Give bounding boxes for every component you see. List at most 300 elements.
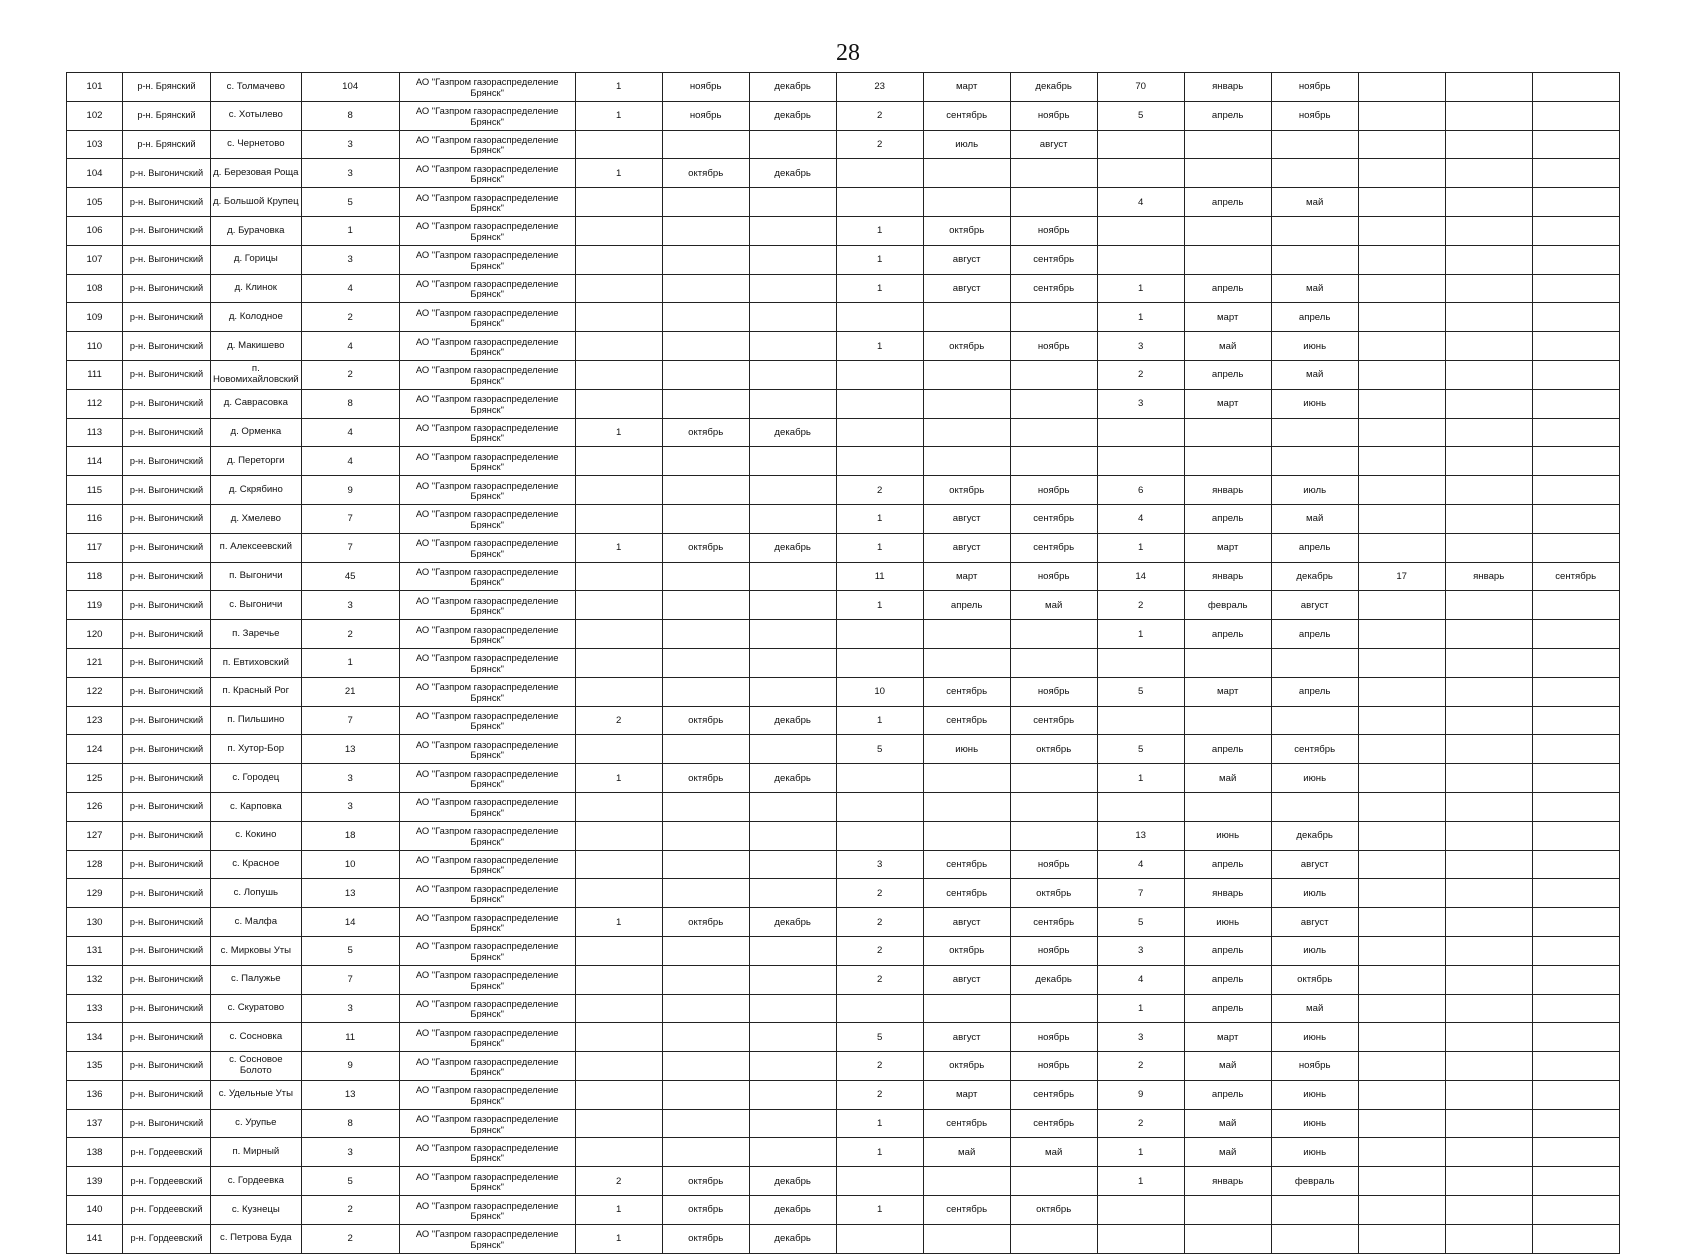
- stage4-end-cell: [1532, 879, 1619, 908]
- row-number-cell: 137: [67, 1109, 123, 1138]
- stage3-count-cell: [1097, 130, 1184, 159]
- table-row: [67, 447, 1620, 476]
- stage3-count-cell: 1: [1097, 994, 1184, 1023]
- stage4-start-cell: [1445, 130, 1532, 159]
- table-row: [67, 706, 1620, 735]
- stage2-end-cell: октябрь: [1010, 1196, 1097, 1225]
- stage3-start-cell: [1184, 792, 1271, 821]
- org-cell: АО "Газпром газораспределение Брянск": [399, 1052, 575, 1081]
- org-cell: АО "Газпром газораспределение Брянск": [399, 764, 575, 793]
- stage4-start-cell: [1445, 418, 1532, 447]
- stage4-count-cell: [1358, 216, 1445, 245]
- stage1-count-cell: 1: [575, 73, 662, 102]
- settlement-cell: д. Скрябино: [211, 476, 302, 505]
- settlement-cell: с. Красное: [211, 850, 302, 879]
- district-cell: р-н. Выгоничский: [123, 994, 211, 1023]
- stage2-end-cell: [1010, 821, 1097, 850]
- count-cell: 2: [301, 360, 399, 389]
- stage1-count-cell: [575, 562, 662, 591]
- stage3-start-cell: [1184, 648, 1271, 677]
- settlement-cell: д. Переторги: [211, 447, 302, 476]
- stage1-start-cell: [662, 188, 749, 217]
- settlement-cell: д. Колодное: [211, 303, 302, 332]
- stage2-start-cell: [923, 1224, 1010, 1253]
- table-row: [67, 418, 1620, 447]
- stage1-start-cell: [662, 879, 749, 908]
- row-number-cell: 136: [67, 1080, 123, 1109]
- count-cell: 7: [301, 504, 399, 533]
- table-row: [67, 130, 1620, 159]
- stage4-end-cell: [1532, 533, 1619, 562]
- stage3-start-cell: апрель: [1184, 994, 1271, 1023]
- stage3-end-cell: июнь: [1271, 1109, 1358, 1138]
- stage4-count-cell: [1358, 677, 1445, 706]
- stage2-start-cell: август: [923, 245, 1010, 274]
- count-cell: 104: [301, 73, 399, 102]
- stage3-count-cell: 3: [1097, 332, 1184, 361]
- count-cell: 7: [301, 533, 399, 562]
- stage2-end-cell: ноябрь: [1010, 216, 1097, 245]
- stage2-start-cell: [923, 994, 1010, 1023]
- stage1-count-cell: 1: [575, 533, 662, 562]
- stage3-start-cell: [1184, 216, 1271, 245]
- stage2-start-cell: [923, 1167, 1010, 1196]
- count-cell: 21: [301, 677, 399, 706]
- settlement-cell: с. Сосновое Болото: [211, 1052, 302, 1081]
- org-cell: АО "Газпром газораспределение Брянск": [399, 1109, 575, 1138]
- stage2-start-cell: [923, 360, 1010, 389]
- settlement-cell: с. Урупье: [211, 1109, 302, 1138]
- org-cell: АО "Газпром газораспределение Брянск": [399, 735, 575, 764]
- district-cell: р-н. Гордеевский: [123, 1167, 211, 1196]
- stage4-end-cell: [1532, 850, 1619, 879]
- stage3-count-cell: 1: [1097, 764, 1184, 793]
- table-row: [67, 1138, 1620, 1167]
- stage3-count-cell: 13: [1097, 821, 1184, 850]
- stage3-end-cell: декабрь: [1271, 562, 1358, 591]
- stage2-end-cell: [1010, 418, 1097, 447]
- stage4-count-cell: 17: [1358, 562, 1445, 591]
- district-cell: р-н. Выгоничский: [123, 735, 211, 764]
- row-number-cell: 111: [67, 360, 123, 389]
- stage3-count-cell: [1097, 447, 1184, 476]
- stage1-start-cell: [662, 677, 749, 706]
- settlement-cell: д. Макишево: [211, 332, 302, 361]
- district-cell: р-н. Гордеевский: [123, 1196, 211, 1225]
- stage2-start-cell: сентябрь: [923, 850, 1010, 879]
- stage4-end-cell: [1532, 159, 1619, 188]
- stage2-end-cell: ноябрь: [1010, 476, 1097, 505]
- org-cell: АО "Газпром газораспределение Брянск": [399, 1080, 575, 1109]
- stage3-start-cell: март: [1184, 1023, 1271, 1052]
- stage2-count-cell: [836, 620, 923, 649]
- stage1-count-cell: [575, 735, 662, 764]
- org-cell: АО "Газпром газораспределение Брянск": [399, 879, 575, 908]
- stage1-start-cell: [662, 994, 749, 1023]
- stage2-start-cell: октябрь: [923, 1052, 1010, 1081]
- stage2-count-cell: [836, 188, 923, 217]
- stage4-start-cell: [1445, 274, 1532, 303]
- stage1-start-cell: [662, 447, 749, 476]
- count-cell: 3: [301, 764, 399, 793]
- row-number-cell: 103: [67, 130, 123, 159]
- settlement-cell: с. Толмачево: [211, 73, 302, 102]
- stage1-start-cell: октябрь: [662, 908, 749, 937]
- table-row: [67, 360, 1620, 389]
- settlement-cell: с. Скуратово: [211, 994, 302, 1023]
- stage3-count-cell: 4: [1097, 188, 1184, 217]
- district-cell: р-н. Выгоничский: [123, 620, 211, 649]
- stage3-count-cell: [1097, 418, 1184, 447]
- stage4-count-cell: [1358, 850, 1445, 879]
- table-row: [67, 73, 1620, 102]
- stage3-end-cell: июль: [1271, 879, 1358, 908]
- stage2-start-cell: сентябрь: [923, 101, 1010, 130]
- stage3-start-cell: [1184, 706, 1271, 735]
- stage4-end-cell: [1532, 447, 1619, 476]
- row-number-cell: 113: [67, 418, 123, 447]
- stage1-end-cell: декабрь: [749, 1224, 836, 1253]
- settlement-cell: п. Новомихайловский: [211, 360, 302, 389]
- stage4-end-cell: [1532, 504, 1619, 533]
- row-number-cell: 128: [67, 850, 123, 879]
- stage1-start-cell: [662, 1080, 749, 1109]
- settlement-cell: с. Палужье: [211, 965, 302, 994]
- stage2-count-cell: 2: [836, 936, 923, 965]
- org-cell: АО "Газпром газораспределение Брянск": [399, 188, 575, 217]
- stage3-count-cell: 2: [1097, 591, 1184, 620]
- stage1-end-cell: [749, 821, 836, 850]
- stage4-count-cell: [1358, 159, 1445, 188]
- stage4-start-cell: [1445, 533, 1532, 562]
- settlement-cell: д. Березовая Роща: [211, 159, 302, 188]
- stage4-end-cell: [1532, 792, 1619, 821]
- stage1-start-cell: [662, 792, 749, 821]
- stage2-count-cell: 2: [836, 101, 923, 130]
- org-cell: АО "Газпром газораспределение Брянск": [399, 274, 575, 303]
- settlement-cell: д. Бурачовка: [211, 216, 302, 245]
- settlement-cell: с. Удельные Уты: [211, 1080, 302, 1109]
- settlement-cell: с. Малфа: [211, 908, 302, 937]
- stage3-start-cell: апрель: [1184, 620, 1271, 649]
- stage2-start-cell: август: [923, 908, 1010, 937]
- stage3-end-cell: [1271, 130, 1358, 159]
- stage1-end-cell: декабрь: [749, 1167, 836, 1196]
- district-cell: р-н. Выгоничский: [123, 591, 211, 620]
- table-row: [67, 677, 1620, 706]
- stage4-start-cell: [1445, 792, 1532, 821]
- settlement-cell: д. Клинок: [211, 274, 302, 303]
- stage3-count-cell: 1: [1097, 1167, 1184, 1196]
- stage3-end-cell: август: [1271, 591, 1358, 620]
- stage1-end-cell: [749, 850, 836, 879]
- count-cell: 3: [301, 130, 399, 159]
- stage1-count-cell: [575, 1080, 662, 1109]
- stage4-start-cell: [1445, 648, 1532, 677]
- table-row: [67, 389, 1620, 418]
- settlement-cell: с. Мирковы Уты: [211, 936, 302, 965]
- org-cell: АО "Газпром газораспределение Брянск": [399, 1167, 575, 1196]
- stage3-end-cell: октябрь: [1271, 965, 1358, 994]
- stage1-count-cell: [575, 1109, 662, 1138]
- stage2-start-cell: апрель: [923, 591, 1010, 620]
- stage1-count-cell: [575, 620, 662, 649]
- stage3-start-cell: апрель: [1184, 504, 1271, 533]
- stage4-count-cell: [1358, 360, 1445, 389]
- settlement-cell: п. Выгоничи: [211, 562, 302, 591]
- stage2-start-cell: март: [923, 1080, 1010, 1109]
- stage3-end-cell: август: [1271, 850, 1358, 879]
- count-cell: 3: [301, 591, 399, 620]
- stage1-count-cell: 1: [575, 418, 662, 447]
- stage3-end-cell: [1271, 245, 1358, 274]
- count-cell: 2: [301, 303, 399, 332]
- stage4-end-cell: [1532, 648, 1619, 677]
- settlement-cell: д. Горицы: [211, 245, 302, 274]
- stage4-start-cell: [1445, 994, 1532, 1023]
- settlement-cell: с. Сосновка: [211, 1023, 302, 1052]
- settlement-cell: п. Пильшино: [211, 706, 302, 735]
- district-cell: р-н. Выгоничский: [123, 447, 211, 476]
- table-row: [67, 994, 1620, 1023]
- stage3-end-cell: [1271, 159, 1358, 188]
- org-cell: АО "Газпром газораспределение Брянск": [399, 216, 575, 245]
- stage2-start-cell: май: [923, 1138, 1010, 1167]
- stage3-count-cell: [1097, 245, 1184, 274]
- stage4-count-cell: [1358, 476, 1445, 505]
- stage4-start-cell: [1445, 389, 1532, 418]
- stage4-start-cell: [1445, 965, 1532, 994]
- table-row: [67, 216, 1620, 245]
- stage2-end-cell: ноябрь: [1010, 101, 1097, 130]
- stage4-count-cell: [1358, 908, 1445, 937]
- stage1-count-cell: [575, 792, 662, 821]
- stage3-count-cell: 1: [1097, 533, 1184, 562]
- count-cell: 4: [301, 447, 399, 476]
- stage2-count-cell: 1: [836, 706, 923, 735]
- stage2-count-cell: [836, 792, 923, 821]
- settlement-cell: п. Красный Рог: [211, 677, 302, 706]
- stage4-start-cell: [1445, 850, 1532, 879]
- stage1-start-cell: [662, 850, 749, 879]
- org-cell: АО "Газпром газораспределение Брянск": [399, 1196, 575, 1225]
- stage2-end-cell: [1010, 188, 1097, 217]
- stage4-end-cell: [1532, 936, 1619, 965]
- page-number: 28: [836, 40, 860, 66]
- stage2-count-cell: 2: [836, 965, 923, 994]
- district-cell: р-н. Выгоничский: [123, 936, 211, 965]
- table-row: [67, 1080, 1620, 1109]
- org-cell: АО "Газпром газораспределение Брянск": [399, 936, 575, 965]
- stage2-end-cell: [1010, 389, 1097, 418]
- stage3-count-cell: 9: [1097, 1080, 1184, 1109]
- district-cell: р-н. Выгоничский: [123, 1023, 211, 1052]
- stage2-start-cell: [923, 648, 1010, 677]
- district-cell: р-н. Выгоничский: [123, 677, 211, 706]
- district-cell: р-н. Выгоничский: [123, 360, 211, 389]
- stage1-end-cell: [749, 648, 836, 677]
- org-cell: АО "Газпром газораспределение Брянск": [399, 360, 575, 389]
- stage3-end-cell: [1271, 447, 1358, 476]
- stage2-count-cell: 1: [836, 1138, 923, 1167]
- stage2-count-cell: 11: [836, 562, 923, 591]
- stage1-end-cell: [749, 476, 836, 505]
- count-cell: 13: [301, 735, 399, 764]
- stage4-count-cell: [1358, 188, 1445, 217]
- stage1-start-cell: октябрь: [662, 1196, 749, 1225]
- org-cell: АО "Газпром газораспределение Брянск": [399, 447, 575, 476]
- stage1-count-cell: [575, 447, 662, 476]
- stage3-end-cell: апрель: [1271, 677, 1358, 706]
- stage3-start-cell: январь: [1184, 476, 1271, 505]
- stage3-end-cell: декабрь: [1271, 821, 1358, 850]
- stage3-end-cell: ноябрь: [1271, 1052, 1358, 1081]
- count-cell: 13: [301, 1080, 399, 1109]
- row-number-cell: 131: [67, 936, 123, 965]
- stage3-start-cell: май: [1184, 1138, 1271, 1167]
- stage1-end-cell: [749, 562, 836, 591]
- stage4-start-cell: [1445, 245, 1532, 274]
- stage3-end-cell: май: [1271, 994, 1358, 1023]
- stage4-count-cell: [1358, 1109, 1445, 1138]
- stage4-count-cell: [1358, 821, 1445, 850]
- stage2-count-cell: [836, 389, 923, 418]
- stage2-end-cell: май: [1010, 1138, 1097, 1167]
- stage3-count-cell: 2: [1097, 360, 1184, 389]
- stage2-end-cell: ноябрь: [1010, 677, 1097, 706]
- stage4-end-cell: [1532, 908, 1619, 937]
- settlement-cell: с. Городец: [211, 764, 302, 793]
- row-number-cell: 110: [67, 332, 123, 361]
- stage3-start-cell: [1184, 159, 1271, 188]
- stage3-start-cell: май: [1184, 764, 1271, 793]
- settlement-cell: п. Мирный: [211, 1138, 302, 1167]
- table-row: [67, 735, 1620, 764]
- settlement-cell: с. Кокино: [211, 821, 302, 850]
- settlement-cell: с. Гордеевка: [211, 1167, 302, 1196]
- count-cell: 18: [301, 821, 399, 850]
- stage4-count-cell: [1358, 274, 1445, 303]
- stage3-start-cell: январь: [1184, 1167, 1271, 1196]
- stage3-end-cell: [1271, 1224, 1358, 1253]
- stage3-count-cell: 2: [1097, 1052, 1184, 1081]
- stage2-count-cell: 1: [836, 245, 923, 274]
- stage3-start-cell: июнь: [1184, 908, 1271, 937]
- row-number-cell: 106: [67, 216, 123, 245]
- stage3-count-cell: 5: [1097, 677, 1184, 706]
- stage4-end-cell: [1532, 620, 1619, 649]
- stage4-start-cell: [1445, 1167, 1532, 1196]
- row-number-cell: 115: [67, 476, 123, 505]
- stage1-start-cell: [662, 965, 749, 994]
- stage3-start-cell: март: [1184, 303, 1271, 332]
- stage1-start-cell: [662, 504, 749, 533]
- stage1-count-cell: 1: [575, 764, 662, 793]
- stage2-start-cell: октябрь: [923, 332, 1010, 361]
- stage3-end-cell: май: [1271, 360, 1358, 389]
- district-cell: р-н. Выгоничский: [123, 1109, 211, 1138]
- stage1-start-cell: [662, 562, 749, 591]
- stage3-count-cell: 4: [1097, 504, 1184, 533]
- district-cell: р-н. Выгоничский: [123, 879, 211, 908]
- settlement-cell: д. Саврасовка: [211, 389, 302, 418]
- district-cell: р-н. Выгоничский: [123, 648, 211, 677]
- stage1-start-cell: [662, 360, 749, 389]
- settlement-cell: д. Орменка: [211, 418, 302, 447]
- stage1-end-cell: [749, 303, 836, 332]
- stage2-start-cell: сентябрь: [923, 706, 1010, 735]
- stage1-end-cell: [749, 130, 836, 159]
- stage2-count-cell: 2: [836, 879, 923, 908]
- settlement-cell: с. Выгоничи: [211, 591, 302, 620]
- stage2-count-cell: [836, 1224, 923, 1253]
- stage2-start-cell: август: [923, 965, 1010, 994]
- stage3-end-cell: июнь: [1271, 1080, 1358, 1109]
- stage2-count-cell: [836, 159, 923, 188]
- stage2-start-cell: октябрь: [923, 936, 1010, 965]
- stage3-start-cell: [1184, 245, 1271, 274]
- stage1-count-cell: [575, 677, 662, 706]
- stage1-end-cell: [749, 216, 836, 245]
- stage3-count-cell: 5: [1097, 735, 1184, 764]
- table-row: [67, 965, 1620, 994]
- stage1-start-cell: [662, 332, 749, 361]
- stage4-end-cell: [1532, 73, 1619, 102]
- stage1-count-cell: [575, 994, 662, 1023]
- stage1-end-cell: декабрь: [749, 159, 836, 188]
- row-number-cell: 126: [67, 792, 123, 821]
- row-number-cell: 116: [67, 504, 123, 533]
- stage3-count-cell: 2: [1097, 1109, 1184, 1138]
- count-cell: 8: [301, 389, 399, 418]
- table-row: [67, 850, 1620, 879]
- stage2-count-cell: [836, 648, 923, 677]
- stage1-count-cell: [575, 1023, 662, 1052]
- schedule-table: [66, 72, 1620, 1254]
- settlement-cell: д. Большой Крупец: [211, 188, 302, 217]
- org-cell: АО "Газпром газораспределение Брянск": [399, 908, 575, 937]
- stage2-start-cell: июнь: [923, 735, 1010, 764]
- table-row: [67, 936, 1620, 965]
- count-cell: 3: [301, 994, 399, 1023]
- stage1-end-cell: [749, 274, 836, 303]
- count-cell: 3: [301, 792, 399, 821]
- stage2-end-cell: ноябрь: [1010, 562, 1097, 591]
- stage4-start-cell: [1445, 1080, 1532, 1109]
- stage3-start-cell: апрель: [1184, 101, 1271, 130]
- stage3-start-cell: [1184, 1224, 1271, 1253]
- stage1-count-cell: [575, 936, 662, 965]
- settlement-cell: с. Чернетово: [211, 130, 302, 159]
- district-cell: р-н. Выгоничский: [123, 216, 211, 245]
- count-cell: 5: [301, 936, 399, 965]
- stage4-count-cell: [1358, 130, 1445, 159]
- stage4-end-cell: [1532, 389, 1619, 418]
- stage2-end-cell: октябрь: [1010, 879, 1097, 908]
- stage1-end-cell: [749, 735, 836, 764]
- org-cell: АО "Газпром газораспределение Брянск": [399, 1138, 575, 1167]
- org-cell: АО "Газпром газораспределение Брянск": [399, 648, 575, 677]
- stage3-end-cell: июнь: [1271, 764, 1358, 793]
- district-cell: р-н. Выгоничский: [123, 159, 211, 188]
- stage4-count-cell: [1358, 533, 1445, 562]
- stage4-start-cell: [1445, 216, 1532, 245]
- stage4-end-cell: [1532, 1023, 1619, 1052]
- stage4-count-cell: [1358, 1052, 1445, 1081]
- district-cell: р-н. Выгоничский: [123, 792, 211, 821]
- stage4-end-cell: [1532, 677, 1619, 706]
- stage1-start-cell: октябрь: [662, 1167, 749, 1196]
